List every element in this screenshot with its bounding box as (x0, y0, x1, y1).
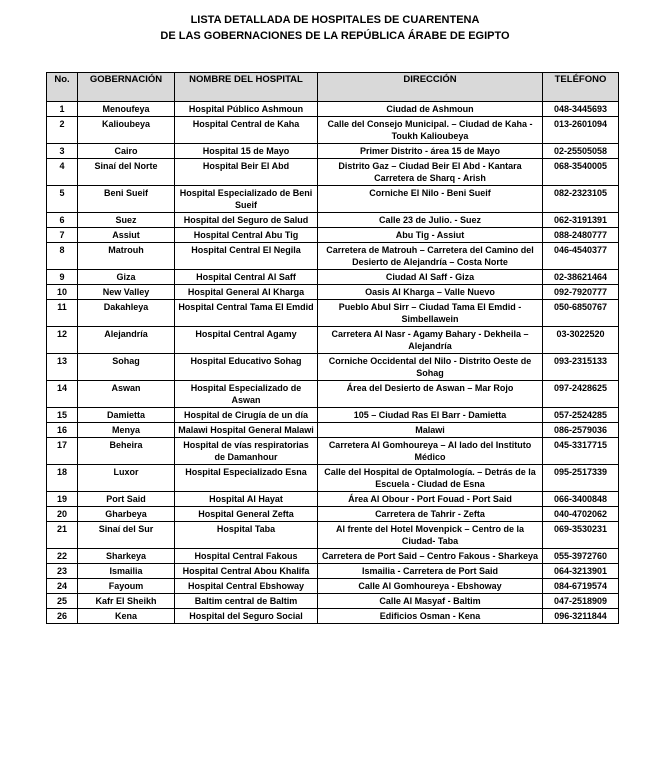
table-row (47, 159, 619, 186)
cell-governorate: Assiut (78, 228, 175, 243)
cell-number: 25 (47, 594, 78, 609)
cell-address: Carretera de Tahrir - Zefta (318, 507, 543, 522)
cell-governorate: Aswan (78, 381, 175, 408)
cell-address: Distrito Gaz – Ciudad Beir El Abd - Kantara Carretera de Sharq - Arish (318, 159, 543, 186)
cell-address: Al frente del Hotel Movenpick – Centro de la Ciudad- Taba (318, 522, 543, 549)
cell-number: 24 (47, 579, 78, 594)
cell-governorate: Sharkeya (78, 549, 175, 564)
cell-address: Primer Distrito - área 15 de Mayo (318, 144, 543, 159)
table-body (47, 102, 619, 624)
cell-governorate: Ismailia (78, 564, 175, 579)
header-address: DIRECCIÓN (318, 73, 543, 102)
cell-phone: 097-2428625 (543, 381, 619, 408)
cell-hospital-name: Hospital de Cirugía de un día (175, 408, 318, 423)
cell-hospital-name: Hospital Central Fakous (175, 549, 318, 564)
cell-address: Ciudad Al Saff - Giza (318, 270, 543, 285)
cell-hospital-name: Hospital Central Al Saff (175, 270, 318, 285)
cell-number: 2 (47, 117, 78, 144)
cell-phone: 096-3211844 (543, 609, 619, 624)
cell-governorate: Luxor (78, 465, 175, 492)
table-row (47, 522, 619, 549)
table-row (47, 327, 619, 354)
cell-governorate: Sinaí del Sur (78, 522, 175, 549)
cell-address: Área del Desierto de Aswan – Mar Rojo (318, 381, 543, 408)
cell-phone: 068-3540005 (543, 159, 619, 186)
cell-hospital-name: Malawi Hospital General Malawi (175, 423, 318, 438)
cell-governorate: Fayoum (78, 579, 175, 594)
cell-number: 7 (47, 228, 78, 243)
cell-hospital-name: Hospital Al Hayat (175, 492, 318, 507)
table-row (47, 102, 619, 117)
cell-governorate: Menoufeya (78, 102, 175, 117)
cell-phone: 048-3445693 (543, 102, 619, 117)
cell-number: 21 (47, 522, 78, 549)
cell-hospital-name: Hospital Central El Negila (175, 243, 318, 270)
table-row (47, 186, 619, 213)
cell-hospital-name: Hospital Especializado de Beni Sueif (175, 186, 318, 213)
header-number: No. (47, 73, 78, 102)
table-row (47, 117, 619, 144)
cell-hospital-name: Hospital Especializado Esna (175, 465, 318, 492)
cell-phone: 013-2601094 (543, 117, 619, 144)
cell-phone: 050-6850767 (543, 300, 619, 327)
cell-hospital-name: Hospital Taba (175, 522, 318, 549)
cell-number: 19 (47, 492, 78, 507)
cell-phone: 02-38621464 (543, 270, 619, 285)
table-header-row (47, 73, 619, 102)
cell-phone: 088-2480777 (543, 228, 619, 243)
cell-phone: 066-3400848 (543, 492, 619, 507)
cell-address: Carretera de Port Said – Centro Fakous - Sharkeya (318, 549, 543, 564)
cell-governorate: Menya (78, 423, 175, 438)
cell-address: 105 – Ciudad Ras El Barr - Damietta (318, 408, 543, 423)
cell-hospital-name: Hospital 15 de Mayo (175, 144, 318, 159)
cell-phone: 095-2517339 (543, 465, 619, 492)
cell-phone: 055-3972760 (543, 549, 619, 564)
cell-hospital-name: Hospital Central Agamy (175, 327, 318, 354)
table-row (47, 381, 619, 408)
cell-address: Carretera Al Nasr - Agamy Bahary - Dekheila – Alejandría (318, 327, 543, 354)
cell-hospital-name: Hospital Central Abu Tig (175, 228, 318, 243)
cell-phone: 062-3191391 (543, 213, 619, 228)
cell-phone: 045-3317715 (543, 438, 619, 465)
cell-phone: 084-6719574 (543, 579, 619, 594)
cell-number: 9 (47, 270, 78, 285)
table-row (47, 300, 619, 327)
cell-address: Calle del Hospital de Optalmología. – Detrás de la Escuela - Ciudad de Esna (318, 465, 543, 492)
cell-phone: 057-2524285 (543, 408, 619, 423)
cell-governorate: Kafr El Sheikh (78, 594, 175, 609)
cell-number: 14 (47, 381, 78, 408)
table-row (47, 213, 619, 228)
cell-number: 1 (47, 102, 78, 117)
cell-governorate: Cairo (78, 144, 175, 159)
cell-phone: 046-4540377 (543, 243, 619, 270)
cell-phone: 040-4702062 (543, 507, 619, 522)
cell-hospital-name: Hospital del Seguro Social (175, 609, 318, 624)
cell-governorate: Suez (78, 213, 175, 228)
hospitals-table (46, 72, 619, 624)
cell-address: Carretera de Matrouh – Carretera del Camino del Desierto de Alejandría – Costa Norte (318, 243, 543, 270)
cell-number: 11 (47, 300, 78, 327)
title-line-2: DE LAS GOBERNACIONES DE LA REPÚBLICA ÁRABE DE EGIPTO (160, 30, 510, 42)
cell-phone: 092-7920777 (543, 285, 619, 300)
table-row (47, 423, 619, 438)
cell-address: Calle del Consejo Municipal. – Ciudad de Kaha - Toukh Kalioubeya (318, 117, 543, 144)
cell-hospital-name: Hospital Educativo Sohag (175, 354, 318, 381)
cell-address: Ciudad de Ashmoun (318, 102, 543, 117)
cell-address: Carretera Al Gomhoureya – Al lado del Instituto Médico (318, 438, 543, 465)
cell-address: Oasis Al Kharga – Valle Nuevo (318, 285, 543, 300)
table-row (47, 270, 619, 285)
cell-governorate: Beheira (78, 438, 175, 465)
cell-hospital-name: Hospital Central de Kaha (175, 117, 318, 144)
cell-number: 12 (47, 327, 78, 354)
cell-hospital-name: Hospital Central Ebshoway (175, 579, 318, 594)
cell-number: 10 (47, 285, 78, 300)
cell-number: 4 (47, 159, 78, 186)
cell-hospital-name: Hospital Central Tama El Emdid (175, 300, 318, 327)
cell-governorate: Damietta (78, 408, 175, 423)
cell-address: Calle 23 de Julio. - Suez (318, 213, 543, 228)
cell-phone: 086-2579036 (543, 423, 619, 438)
cell-address: Ismailia - Carretera de Port Said (318, 564, 543, 579)
cell-number: 3 (47, 144, 78, 159)
cell-phone: 03-3022520 (543, 327, 619, 354)
table-row (47, 564, 619, 579)
table-row (47, 285, 619, 300)
cell-phone: 093-2315133 (543, 354, 619, 381)
table-row (47, 228, 619, 243)
cell-governorate: Beni Sueif (78, 186, 175, 213)
cell-hospital-name: Hospital Central Abou Khalifa (175, 564, 318, 579)
cell-governorate: Sinaí del Norte (78, 159, 175, 186)
cell-number: 18 (47, 465, 78, 492)
cell-hospital-name: Hospital del Seguro de Salud (175, 213, 318, 228)
cell-phone: 069-3530231 (543, 522, 619, 549)
cell-number: 20 (47, 507, 78, 522)
cell-hospital-name: Baltim central de Baltim (175, 594, 318, 609)
cell-number: 13 (47, 354, 78, 381)
cell-governorate: Dakahleya (78, 300, 175, 327)
cell-address: Área Al Obour - Port Fouad - Port Said (318, 492, 543, 507)
cell-address: Malawi (318, 423, 543, 438)
table-row (47, 354, 619, 381)
cell-number: 26 (47, 609, 78, 624)
cell-address: Abu Tig - Assiut (318, 228, 543, 243)
document-title (0, 12, 670, 44)
cell-phone: 064-3213901 (543, 564, 619, 579)
table-row (47, 144, 619, 159)
cell-number: 23 (47, 564, 78, 579)
cell-number: 6 (47, 213, 78, 228)
cell-address: Corniche El Nilo - Beni Sueif (318, 186, 543, 213)
cell-hospital-name: Hospital Público Ashmoun (175, 102, 318, 117)
cell-hospital-name: Hospital de vías respiratorias de Damanhour (175, 438, 318, 465)
cell-address: Calle Al Masyaf - Baltim (318, 594, 543, 609)
table-row (47, 492, 619, 507)
cell-governorate: Gharbeya (78, 507, 175, 522)
cell-governorate: Kalioubeya (78, 117, 175, 144)
cell-governorate: Kena (78, 609, 175, 624)
table-row (47, 579, 619, 594)
cell-governorate: Port Said (78, 492, 175, 507)
cell-address: Calle Al Gomhoureya - Ebshoway (318, 579, 543, 594)
cell-phone: 02-25505058 (543, 144, 619, 159)
title-line-1: LISTA DETALLADA DE HOSPITALES DE CUARENTENA (190, 14, 480, 26)
cell-address: Corniche Occidental del Nilo - Distrito Oeste de Sohag (318, 354, 543, 381)
cell-hospital-name: Hospital Beir El Abd (175, 159, 318, 186)
cell-hospital-name: Hospital Especializado de Aswan (175, 381, 318, 408)
table-row (47, 243, 619, 270)
cell-phone: 047-2518909 (543, 594, 619, 609)
cell-number: 17 (47, 438, 78, 465)
cell-hospital-name: Hospital General Zefta (175, 507, 318, 522)
header-phone: TELÉFONO (543, 73, 619, 102)
cell-address: Pueblo Abul Sirr – Ciudad Tama El Emdid - Simbellawein (318, 300, 543, 327)
table-row (47, 438, 619, 465)
table-row (47, 609, 619, 624)
table-row (47, 594, 619, 609)
cell-governorate: New Valley (78, 285, 175, 300)
cell-number: 15 (47, 408, 78, 423)
cell-number: 8 (47, 243, 78, 270)
cell-number: 22 (47, 549, 78, 564)
cell-governorate: Sohag (78, 354, 175, 381)
cell-address: Edificios Osman - Kena (318, 609, 543, 624)
cell-governorate: Matrouh (78, 243, 175, 270)
table-row (47, 408, 619, 423)
table-row (47, 465, 619, 492)
header-governorate: GOBERNACIÓN (78, 73, 175, 102)
cell-number: 5 (47, 186, 78, 213)
cell-governorate: Giza (78, 270, 175, 285)
header-hospital-name: NOMBRE DEL HOSPITAL (175, 73, 318, 102)
cell-number: 16 (47, 423, 78, 438)
cell-governorate: Alejandría (78, 327, 175, 354)
table-row (47, 549, 619, 564)
table-row (47, 507, 619, 522)
cell-hospital-name: Hospital General Al Kharga (175, 285, 318, 300)
cell-phone: 082-2323105 (543, 186, 619, 213)
